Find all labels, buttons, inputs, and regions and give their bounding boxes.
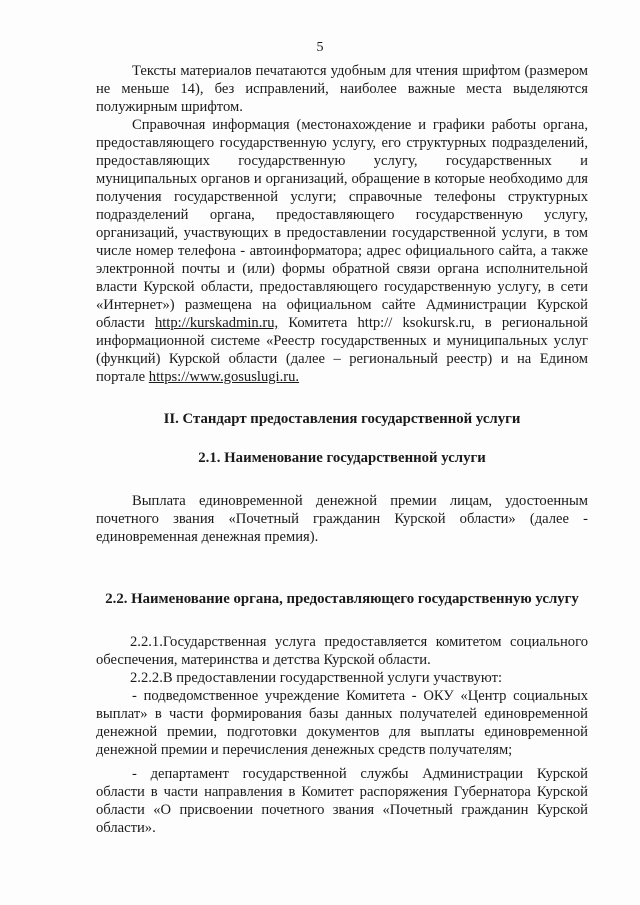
gosuslugi-link[interactable]: https://www.gosuslugi.ru. bbox=[148, 369, 300, 385]
paragraph-2-2-1: 2.2.1.Государственная услуга предоставляется комитетом социального обеспечения, материнства и детства Курской области. bbox=[96, 634, 588, 668]
subsection-2-2-title: 2.2. Наименование органа, предоставляющего государственную услугу bbox=[105, 591, 579, 607]
list-item-civil-service-department: - департамент государственной службы Администрации Курской области в части направления в Комитет распоряжения Губернатора Курской области «О присвоении почетного звания «Почетный гражданин Курской области». bbox=[96, 766, 588, 836]
page-number: 5 bbox=[316, 40, 324, 55]
paragraph-reference-info bbox=[96, 116, 588, 386]
subsection-2-1-text: Выплата единовременной денежной премии лицам, удостоенным почетного звания «Почетный гражданин Курской области» (далее - единовременная денежная премия). bbox=[96, 493, 588, 545]
document-body bbox=[96, 62, 588, 837]
reference-info-text-mid: Комитета http:// ksokursk.ru, в региональной информационной системе «Реестр государственных и муниципальных услуг (функций) Курской области (далее – региональный реестр) и на Едином портале bbox=[96, 315, 588, 385]
paragraph-font-requirements: Тексты материалов печатаются удобным для чтения шрифтом (размером не меньше 14), без исправлений, наиболее важные места выделяются полужирным шрифтом. bbox=[96, 63, 588, 115]
reference-info-text-start: Справочная информация (местонахождение и графики работы органа, предоставляющего государственную услугу, его структурных подразделений, предоставляющих государственную услугу, государственных и муниципальных органов и организаций, обращение в которые необходимо для получения государственной услуги; справочные телефоны структурных подразделений органа, предоставляющего государственную услугу, организаций, участвующих в предоставлении государственной услуги, в том числе номер телефона - автоинформатора; адрес официального сайта, а также электронной почты и (или) формы обратной связи органа исполнительной власти Курской области, предоставляющего государственную услугу, в сети «Интернет») размещена на официальном сайте Администрации Курской области bbox=[96, 117, 588, 331]
paragraph-2-2-2: 2.2.2.В предоставлении государственной услуги участвуют: bbox=[130, 670, 502, 686]
kurskadmin-link[interactable]: http://kurskadmin.ru, bbox=[154, 315, 279, 331]
section-title: II. Стандарт предоставления государственной услуги bbox=[163, 411, 521, 427]
list-item-center-social-payments: - подведомственное учреждение Комитета - ОКУ «Центр социальных выплат» в части формирования базы данных получателей единовременной денежной премии, подготовки документов для выплаты единовременной денежной премии и перечисления денежных средств получателям; bbox=[96, 688, 588, 758]
subsection-2-1-title: 2.1. Наименование государственной услуги bbox=[198, 450, 486, 466]
